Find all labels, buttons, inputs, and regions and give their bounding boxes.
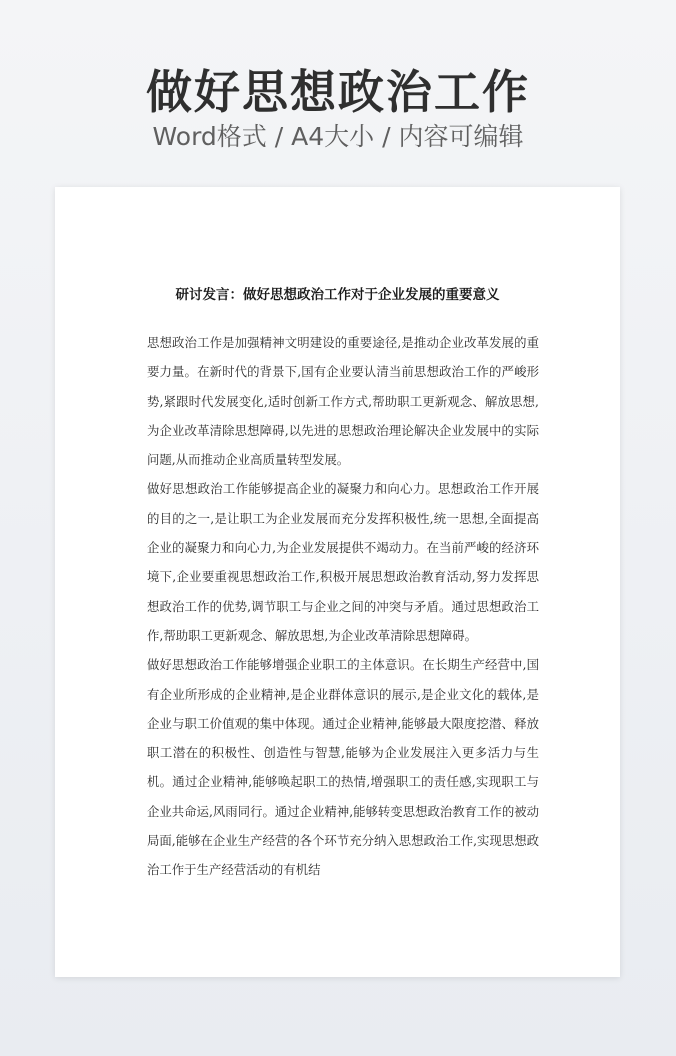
- banner-title: 做好思想政治工作: [146, 65, 530, 119]
- paragraph: 做好思想政治工作能够提高企业的凝聚力和向心力。思想政治工作开展的目的之一,是让职工为企业发展而充分发挥积极性,统一思想,全面提高企业的凝聚力和向心力,为企业发展提供不竭动力。在当前严峻的经济环境下,企业要重视思想政治工作,积极开展思想政治教育活动,努力发挥思想政治工作的优势,调节职工与企业之间的冲突与矛盾。通过思想政治工作,帮助职工更新观念、解放思想,为企业改革清除思想障碍。: [147, 481, 539, 643]
- document-page: [55, 187, 620, 977]
- document-body: [147, 328, 539, 885]
- banner-subtitle: Word格式 / A4大小 / 内容可编辑: [152, 122, 524, 151]
- banner: [0, 0, 676, 180]
- paragraph: 思想政治工作是加强精神文明建设的重要途径,是推动企业改革发展的重要力量。在新时代的背景下,国有企业要认清当前思想政治工作的严峻形势,紧跟时代发展变化,适时创新工作方式,帮助职工更新观念、解放思想,为企业改革清除思想障碍,以先进的思想政治理论解决企业发展中的实际问题,从而推动企业高质量转型发展。: [147, 335, 539, 468]
- paragraph: 做好思想政治工作能够增强企业职工的主体意识。在长期生产经营中,国有企业所形成的企业精神,是企业群体意识的展示,是企业文化的载体,是企业与职工价值观的集中体现。通过企业精神,能够最大限度挖潜、释放职工潜在的积极性、创造性与智慧,能够为企业发展注入更多活力与生机。通过企业精神,能够唤起职工的热情,增强职工的责任感,实现职工与企业共命运,风雨同行。通过企业精神,能够转变思想政治教育工作的被动局面,能够在企业生产经营的各个环节充分纳入思想政治工作,实现思想政治工作于生产经营活动的有机结: [147, 657, 539, 878]
- document-title: 研讨发言：做好思想政治工作对于企业发展的重要意义: [175, 287, 500, 303]
